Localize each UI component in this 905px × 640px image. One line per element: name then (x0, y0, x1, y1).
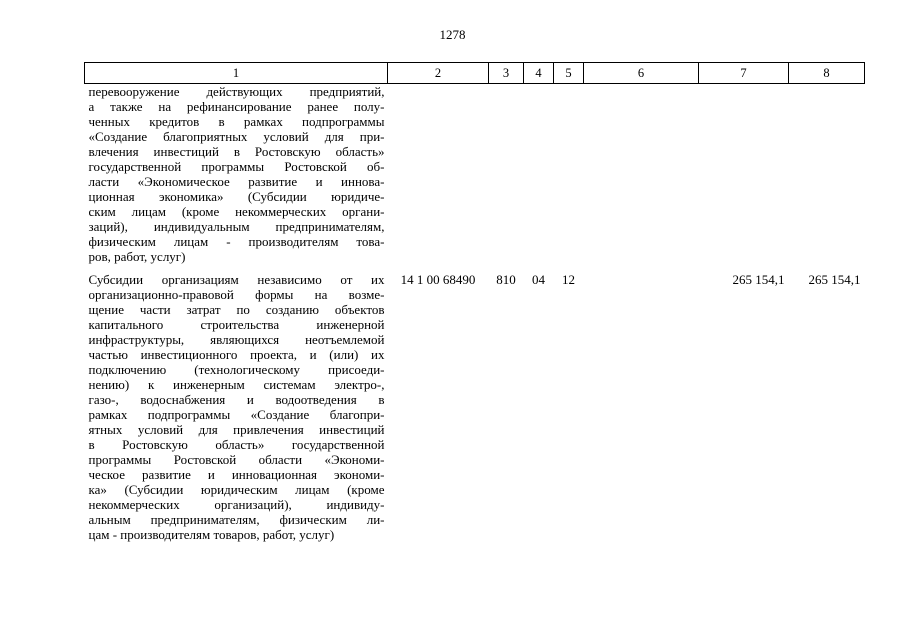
description-line: нению) к инженерным системам электро-, (88, 377, 385, 392)
description-line: щение части затрат по созданию объектов (88, 302, 385, 317)
column-header: 1 (85, 63, 388, 84)
column-header: 2 (388, 63, 489, 84)
description-line: ятных условий для привлечения инвестиций (88, 422, 385, 437)
table-header-row (85, 63, 865, 84)
column-header: 8 (789, 63, 865, 84)
row-col8: 265 154,1 (808, 272, 861, 287)
row-col7 (699, 84, 789, 271)
page-number: 1278 (439, 27, 466, 42)
row-col4: 04 (532, 272, 545, 287)
column-header: 4 (524, 63, 554, 84)
description-line: заций), индивидуальным предпринимателям, (88, 219, 385, 234)
description-line: альным предпринимателям, физическим ли- (88, 512, 385, 527)
description-line: организационно-правовой формы на возме- (88, 287, 385, 302)
row-col5 (554, 84, 584, 271)
column-header: 3 (489, 63, 524, 84)
description-line: частью инвестиционного проекта, и (или) их (88, 347, 385, 362)
column-header: 6 (584, 63, 699, 84)
description-line: ласти «Экономическое развитие и иннова- (88, 174, 385, 189)
description-line: газо-, водоснабжения и водоотведения в (88, 392, 385, 407)
description-line: ров, работ, услуг) (88, 249, 186, 264)
description-line: некоммерческих организаций), индивиду- (88, 497, 385, 512)
description-line: государственной программы Ростовской об- (88, 159, 385, 174)
description-line: физическим лицам - производителям това- (88, 234, 385, 249)
budget-table (84, 62, 865, 542)
column-header: 5 (554, 63, 584, 84)
row-col7: 265 154,1 (732, 272, 785, 287)
description-line: цам - производителям товаров, работ, услуг) (88, 527, 335, 542)
description-line: в Ростовскую область» государственной (88, 437, 385, 452)
description-line: капитального строительства инженерной (88, 317, 385, 332)
description-line: подключению (технологическому присоеди- (88, 362, 385, 377)
row-col6 (584, 84, 699, 271)
description-line: влечения инвестиций в Ростовскую область» (88, 144, 385, 159)
description-line: программы Ростовской области «Экономи- (88, 452, 385, 467)
row-col3: 810 (496, 272, 516, 287)
table-row (85, 270, 865, 542)
row-code (388, 84, 489, 271)
row-code: 14 1 00 68490 (400, 272, 476, 287)
description-line: а также на рефинансирование ранее полу- (88, 99, 385, 114)
row-col3 (489, 84, 524, 271)
row-col5: 12 (562, 272, 575, 287)
row-description (85, 84, 388, 271)
row-col4 (524, 84, 554, 271)
description-line: инфраструктуры, являющихся неотъемлемой (88, 332, 385, 347)
row-col6 (584, 270, 699, 542)
description-line: ционная экономика» (Субсидии юридиче- (88, 189, 385, 204)
row-col8 (789, 84, 865, 271)
column-header: 7 (699, 63, 789, 84)
description-line: перевооружение действующих предприятий, (88, 84, 385, 99)
description-line: Субсидии организациям независимо от их (88, 272, 385, 287)
description-line: «Создание благоприятных условий для при- (88, 129, 385, 144)
description-line: рамках подпрограммы «Создание благопри- (88, 407, 385, 422)
description-line: ка» (Субсидии юридическим лицам (кроме (88, 482, 385, 497)
description-line: ченных кредитов в рамках подпрограммы (88, 114, 385, 129)
description-line: ским лицам (кроме некоммерческих органи- (88, 204, 385, 219)
table-row (85, 84, 865, 271)
description-line: ческое развитие и инновационная экономи- (88, 467, 385, 482)
row-description (85, 270, 388, 542)
